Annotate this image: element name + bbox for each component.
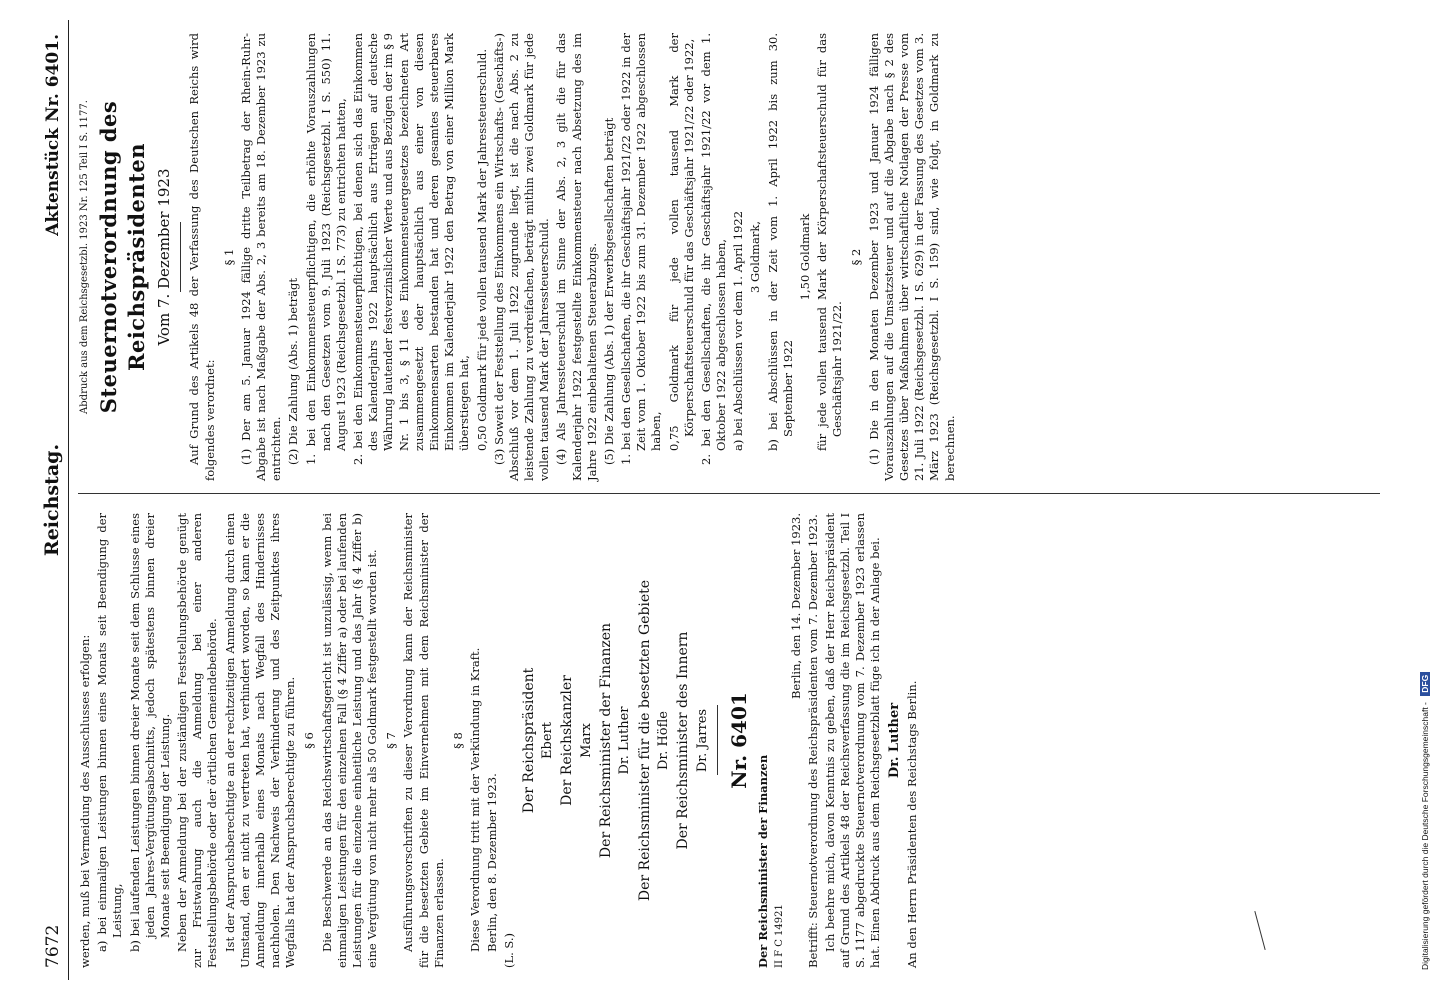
source-note: Abdruck aus dem Reichsgesetzbl. 1923 Nr. 125 Teil I S. 1177. bbox=[79, 100, 90, 414]
section-1-para-3: (3) Soweit der Feststellung des Einkommens ein Wirtschafts- (Geschäfts-) Abschluß vor dem 1. Juli 1922 zugrunde liegt, ist die nach Abs. 2 zu leistende Zahlung zu verdreifachen, beträgt mithin zwei Goldmark für jede vollen tausend Mark der Jahressteuerschuld. bbox=[491, 33, 552, 481]
seal-mark: (L. S.) bbox=[502, 932, 517, 968]
section-1-company-2-tail: für jede vollen tausend Mark der Körperschaftsteuerschuld für das Geschäftsjahr 1921/22. bbox=[815, 33, 845, 451]
ordinance-date: Vom 7. Dezember 1923 bbox=[154, 168, 173, 346]
section-1-company-2a-rate: 3 Goldmark, bbox=[748, 221, 763, 294]
letter-subject: Betrifft: Steuernotverordnung des Reichspräsidenten vom 7. Dezember 1923. bbox=[805, 514, 820, 968]
section-6-heading: § 6 bbox=[302, 732, 317, 749]
letter-recipient: An den Herrn Präsidenten des Reichstags Berlin. bbox=[904, 680, 919, 968]
signatory-name-occupied: Dr. Höfle bbox=[655, 711, 671, 771]
letter-sender: Der Reichsminister der Finanzen bbox=[756, 754, 771, 968]
list-item-a: a) bei einmaligen Leistungen binnen eines Monats seit Beendigung der Leistung, bbox=[95, 513, 125, 952]
section-1-para-4: (4) Als Jahressteuerschuld im Sinne der Abs. 2, 3 gilt die für das Kalenderjahr 1922 festgestellte Einkommensteuer nach Absetzung des im Jahre 1922 einbehaltenen Steuerabzugs. bbox=[554, 33, 599, 481]
section-title: Reichstag. bbox=[41, 443, 63, 557]
section-1-company-2b-rate: 1,50 Goldmark bbox=[797, 213, 812, 301]
document-number: Aktenstück Nr. 6401. bbox=[43, 34, 63, 236]
signatory-name-finance: Dr. Luther bbox=[617, 706, 633, 775]
ordinance-title: Steuernotverordnung des Reichspräsidenten bbox=[96, 100, 149, 414]
divider bbox=[717, 706, 718, 776]
signatory-title-chancellor: Der Reichskanzler bbox=[559, 675, 576, 806]
file-reference: II F C 14921 bbox=[774, 904, 786, 968]
letter-signature: Dr. Luther bbox=[886, 702, 902, 779]
nr-heading: Nr. 6401 bbox=[726, 692, 751, 789]
section-1-item-2-rate: 0,50 Goldmark für jede vollen tausend Mark der Jahressteuerschuld. bbox=[474, 48, 489, 451]
section-1-heading: § 1 bbox=[221, 248, 236, 266]
letter-body: Ich beehre mich, davon Kenntnis zu geben, daß der Herr Reichspräsident auf Grund des Artikels 48 der Reichsverfassung die im Reichsgesetzbl. Teil I S. 1177 abgedruckte Steuernotverordnung vom 7. Dezember 1923 erlassen hat. Einen Abdruck aus dem Reichsgesetzblatt füge ich in der Anlage bei. bbox=[822, 513, 883, 968]
signatory-title-occupied: Der Reichsminister für die besetzten Gebiete bbox=[636, 579, 653, 902]
preamble: Auf Grund des Artikels 48 der Verfassung des Deutschen Reichs wird folgendes verordnet: bbox=[187, 33, 217, 481]
page-number: 7672 bbox=[43, 924, 63, 968]
section-1-item-2: 2. bei den Einkommensteuerpflichtigen, bei denen sich das Einkommen des Kalenderjahrs 1922 hauptsächlich aus Erträgen auf deutsche Währung lautender festverzinslicher Werte und aus Bezügen der im § 9 Nr. 1 bis 3, § 11 des Einkommensteuergesetzes bezeichneten Art zusammengesetzt oder hauptsächlich aus einer von diesen Einkommensarten bestanden hat und deren gesamtes steuerbares Einkommen im Kalenderjahr 1922 den Betrag von einer Million Mark überstiegen hat, bbox=[351, 33, 472, 465]
signatory-title-interior: Der Reichsminister des Innern bbox=[675, 631, 692, 850]
section-1-company-2: 2. bei den Gesellschaften, die ihr Geschäftsjahr 1921/22 vor dem 1. Oktober 1922 abgeschlossen haben, bbox=[698, 33, 729, 465]
section-1-para-2: (2) Die Zahlung (Abs. 1) beträgt bbox=[286, 277, 301, 465]
list-item-b: b) bei laufenden Leistungen binnen dreier Monate seit dem Schlusse eines jeden Jahres-Vergütungsabschnitts, jedoch spätestens binnen dreier Monate seit Beendigung der Leistung. bbox=[127, 513, 172, 952]
section-7-heading: § 7 bbox=[384, 732, 399, 749]
section-1-para-1: (1) Der am 5. Januar 1924 fällige dritte Teilbetrag der Rhein-Ruhr-Abgabe ist nach Maßgabe der Abs. 2, 3 bereits am 18. Dezember 1923 zu entrichten. bbox=[238, 33, 284, 481]
section-1-company-2a: a) bei Abschlüssen vor dem 1. April 1922 bbox=[731, 210, 746, 451]
credit-text: Digitalisierung gefördert durch die Deutsche Forschungsgemeinschaft - bbox=[1420, 702, 1430, 970]
section-7-text: Ausführungsvorschriften zu dieser Verordnung kann der Reichsminister für die besetzten Gebiete im Einvernehmen mit dem Reichsminister der Finanzen erlassen. bbox=[401, 513, 446, 968]
page-header bbox=[38, 20, 69, 980]
signatory-title-president: Der Reichspräsident bbox=[520, 667, 537, 814]
place-date: Berlin, den 8. Dezember 1923. bbox=[485, 773, 500, 952]
section-8-text: Diese Verordnung tritt mit der Verkündung in Kraft. bbox=[468, 647, 483, 952]
left-column bbox=[78, 513, 1380, 968]
rotated-document-page bbox=[30, 20, 1390, 980]
signatory-name-interior: Dr. Jarres bbox=[694, 708, 710, 773]
divider bbox=[180, 222, 181, 292]
paragraph-ist: Ist der Anspruchsberechtigte an der rechtzeitigen Anmeldung durch einen Umstand, den er nicht zu vertreten hat, verhindert worden, so kann er die Anmeldung innerhalb eines Monats nach Wegfall des Hindernisses nachholen. Den Nachweis der Verhinderung und des Zeitpunktes ihres Wegfalls hat der Anspruchsberechtigte zu führen. bbox=[222, 513, 298, 968]
right-column bbox=[78, 33, 1380, 494]
section-1-company-1-rate: 0,75 Goldmark für jede vollen tausend Mark der Körperschaftsteuerschuld für das Geschäftsjahr 1921/22 oder 1922, bbox=[666, 33, 696, 451]
signatory-name-chancellor: Marx bbox=[578, 723, 594, 758]
section-2-para-1: (1) Die in den Monaten Dezember 1923 und Januar 1924 fälligen Vorauszahlungen auf die Umsatzsteuer und auf die Abgabe nach § 2 des Gesetzes über Maßnahmen über wirtschaftliche Notlagen der Presse vom 21. Juli 1922 (Reichsgesetzbl. I S. 629) in der Fassung des Gesetzes vom 3. März 1923 (Reichsgesetzbl. I S. 159) sind, wie folgt, in Goldmark zu berechnen. bbox=[866, 33, 957, 481]
signatory-title-finance: Der Reichsminister der Finanzen bbox=[597, 622, 614, 859]
section-2-heading: § 2 bbox=[849, 248, 864, 266]
section-1-item-1: 1. bei den Einkommensteuerpflichtigen, die erhöhte Vorauszahlungen nach den Gesetzen vom 9. Juli 1923 (Reichsgesetzbl. I S. 550) 11. August 1923 (Reichsgesetzbl. I S. 773) zu entrichten hatten, bbox=[303, 33, 348, 465]
intro-text: werden, muß bei Vermeidung des Ausschlusses erfolgen: bbox=[78, 634, 92, 968]
section-1-company-2b: b) bei Abschlüssen in der Zeit vom 1. April 1922 bis zum 30. September 1922 bbox=[765, 33, 795, 451]
section-6-text: Die Beschwerde an das Reichswirtschaftsgericht ist unzulässig, wenn bei einmaligen Leistungen für den einzelnen Fall (§ 4 Ziffer a) oder bei laufenden Leistungen für die einzelne einheitliche Leistung und das Jahr (§ 4 Ziffer b) eine Vergütung von nicht mehr als 50 Goldmark festgestellt worden ist. bbox=[319, 513, 380, 968]
digitization-credit bbox=[1418, 10, 1432, 980]
dfg-logo: DFG bbox=[1420, 672, 1430, 696]
section-1-para-5: (5) Die Zahlung (Abs. 1) der Erwerbsgesellschaften beträgt bbox=[601, 117, 616, 465]
section-8-heading: § 8 bbox=[450, 732, 465, 749]
signatory-name-president: Ebert bbox=[540, 722, 556, 759]
section-1-company-1: 1. bei den Gesellschaften, die ihr Geschäftsjahr 1921/22 oder 1922 in der Zeit vom 1. Oktober 1922 bis zum 31. Dezember 1922 abgeschlossen haben, bbox=[619, 33, 664, 465]
paragraph-neben: Neben der Anmeldung bei der zuständigen Feststellungsbehörde genügt zur Fristwahrung auch die Anmeldung bei einer anderen Feststellungsbehörde oder der örtlichen Gemeindebehörde. bbox=[175, 513, 220, 968]
letter-date: Berlin, den 14. Dezember 1923. bbox=[788, 513, 803, 700]
